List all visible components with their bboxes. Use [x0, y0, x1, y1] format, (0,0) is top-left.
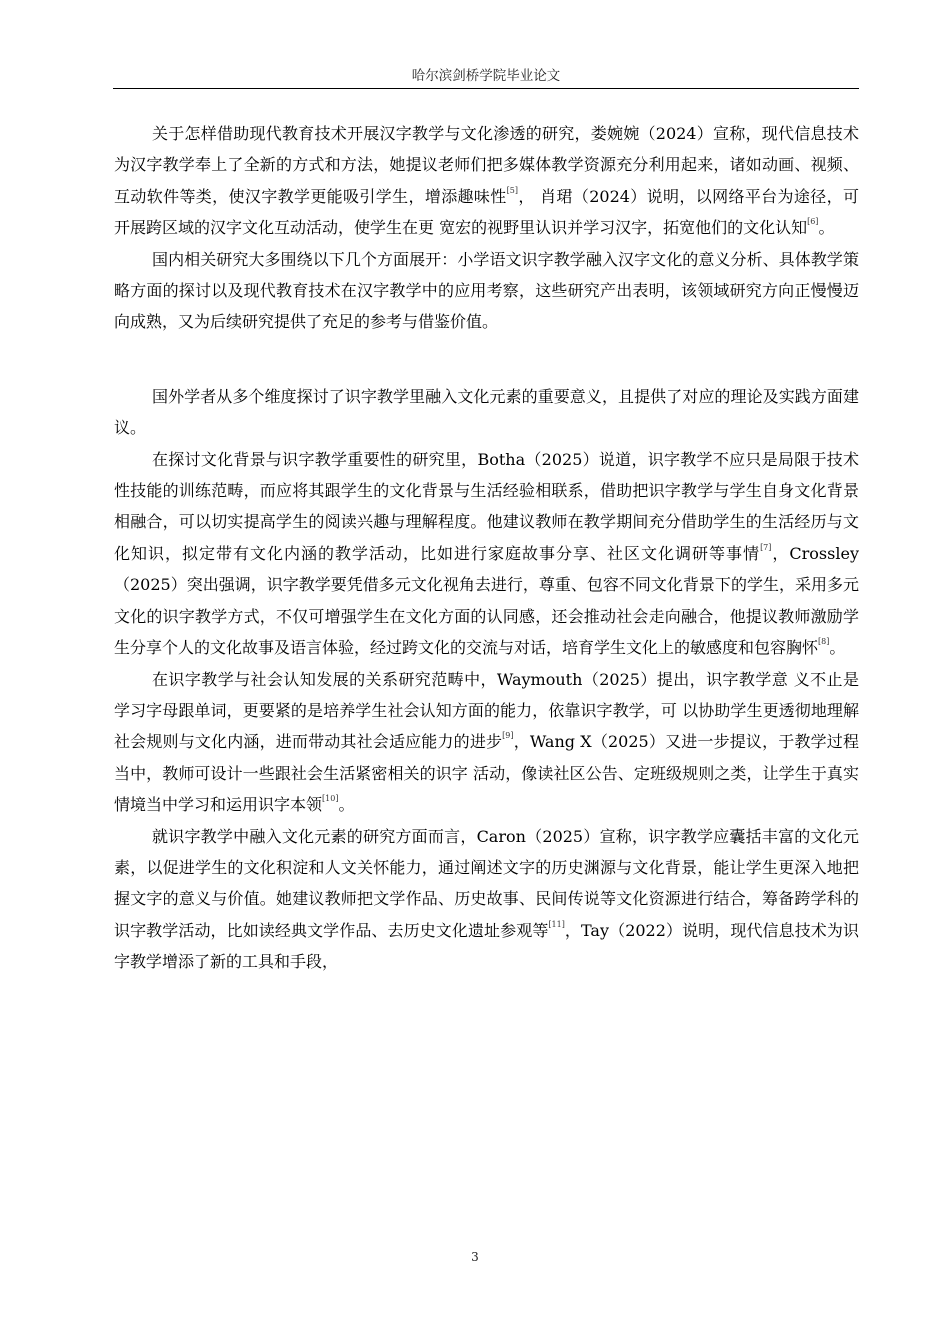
- text-run: 。: [338, 795, 355, 815]
- citation-ref: [8]: [818, 637, 830, 647]
- text-run: 在探讨文化背景与识字教学重要性的研究里，Botha（2025）说道，识字教学不应只是局限于技术性技能的训练范畴，而应将其跟学生的文化背景与生活经验相联系，借助把识字教学与学生自身文化背景相融合，可以切实提高学生的阅读兴趣与理解程度。他建议教师在教学期间充分借助学生的生活经历与文化知识，拟定带有文化内涵的教学活动，比如进行家庭故事分享、社区文化调研等事情: [114, 449, 859, 563]
- running-header: 哈尔滨剑桥学院毕业论文: [411, 68, 561, 84]
- paragraph-foreign-intro: 国外学者从多个维度探讨了识字教学里融入文化元素的重要意义，且提供了对应的理论及实践方面建议。: [114, 386, 859, 438]
- citation-ref: [9]: [502, 731, 514, 741]
- citation-ref: [7]: [760, 542, 772, 552]
- text-run: 。: [818, 218, 835, 238]
- section-heading: [114, 342, 859, 377]
- paragraph-domestic-tech: [114, 118, 859, 244]
- text-run: ，Tay（2022）说明，现代信息技术为识字教学增添了新的工具和手段，: [114, 920, 859, 972]
- paragraph-domestic-summary: 国内相关研究大多围绕以下几个方面展开：小学语文识字教学融入汉字文化的意义分析、具体教学策略方面的探讨以及现代教育技术在汉字教学中的应用考察，这些研究产出表明，该领域研究方向正慢慢迈向成熟，又为后续研究提供了充足的参考与借鉴价值。: [114, 249, 859, 332]
- citation-ref: [5]: [506, 185, 518, 195]
- citation-ref: [6]: [807, 217, 819, 227]
- paragraph-cultural-elements: [114, 821, 859, 978]
- text-run: ，Wang X（2025）又进一步提议，于教学过程当中，教师可设计一些跟社会生活紧密相关的识字 活动，像读社区公告、定班级规则之类，让学生于真实情境当中学习和运用识字本领: [114, 732, 859, 815]
- text-run: 。: [829, 638, 846, 658]
- paragraph-social-cognition: [114, 664, 859, 821]
- citation-ref: [11]: [548, 919, 565, 929]
- paragraph-cultural-background: [114, 444, 859, 664]
- text-run: 就识字教学中融入文化元素的研究方面而言，Caron（2025）宣称，识字教学应囊括丰富的文化元素，以促进学生的文化积淀和人文关怀能力，通过阐述文字的历史渊源与文化背景，能让学生更深入地把握文字的意义与价值。她建议教师把文学作品、历史故事、民间传说等文化资源进行结合，筹备跨学科的识字教学活动，比如读经典文学作品、去历史文化遗址参观等: [114, 826, 859, 940]
- page-number: 3: [471, 1250, 479, 1264]
- header-rule: [113, 88, 859, 89]
- text-run: 在识字教学与社会认知发展的关系研究范畴中，Waymouth（2025）提出，识字教学意 义不止是学习字母跟单词，更要紧的是培养学生社会认知方面的能力，依靠识字教学，可 以协助学生更透彻地理解社会规则与文化内涵，进而带动其社会适应能力的进步: [114, 669, 859, 752]
- text-run: 关于怎样借助现代教育技术开展汉字教学与文化渗透的研究，娄婉婉（2024）宣称，现代信息技术为汉字教学奉上了全新的方式和方法，她提议老师们把多媒体教学资源充分利用起来，诸如动画、视频、互动软件等类，使汉字教学更能吸引学生，增添趣味性: [114, 124, 859, 206]
- body-content: [114, 118, 859, 978]
- text-run: ， 肖珺（2024）说明，以网络平台为途径，可开展跨区域的汉字文化互动活动，使学生在更 宽宏的视野里认识并学习汉字，拓宽他们的文化认知: [114, 186, 859, 238]
- citation-ref: [10]: [322, 794, 339, 804]
- text-run: ，Crossley（2025）突出强调，识字教学要凭借多元文化视角去进行，尊重、包容不同文化背景下的学生，采用多元文化的识字教学方式，不仅可增强学生在文化方面的认同感，还会推动社会走向融合，他提议教师激励学生分享个人的文化故事及语言体验，经过跨文化的交流与对话，培育学生文化上的敏感度和包容胸怀: [114, 543, 859, 658]
